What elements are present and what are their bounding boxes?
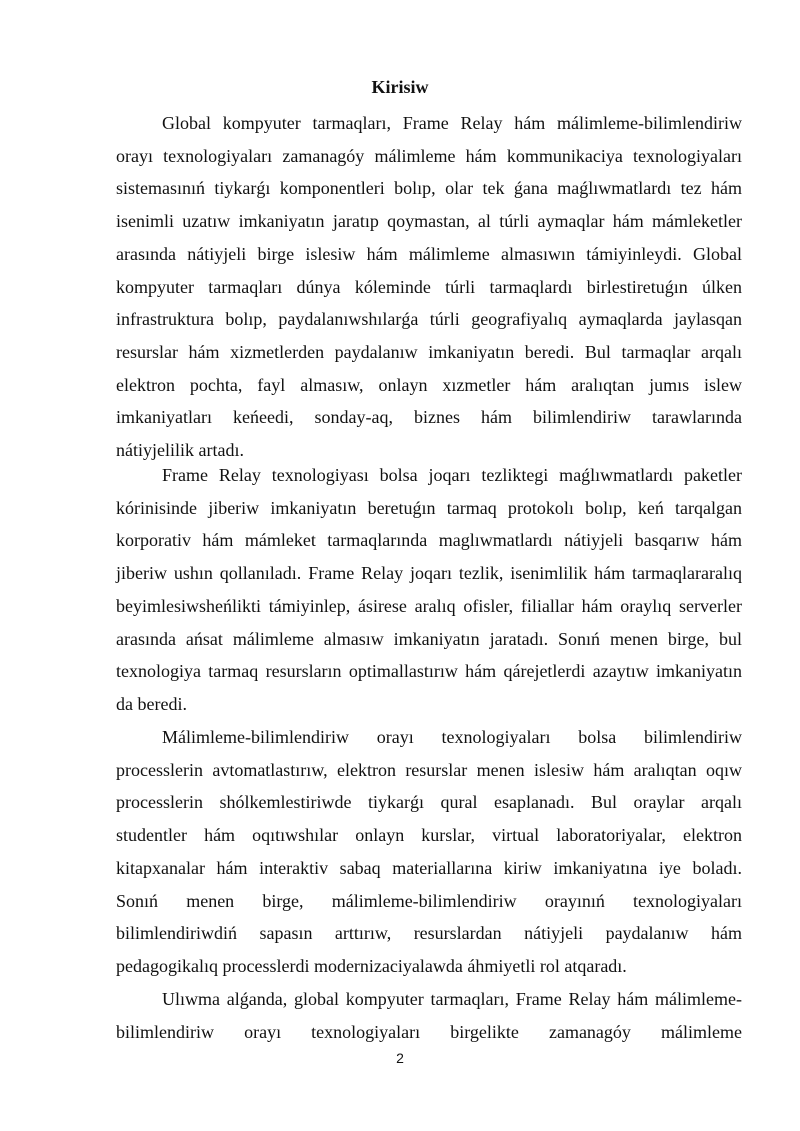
- text-line: sistemasınıń tiykarǵı komponentleri bolıp, olar tek ǵana maǵlıwmatlardı tez hám: [116, 178, 742, 199]
- text-line: bilimlendiriw orayı texnologiyaları birgelikte zamanagóy málimleme: [116, 1021, 742, 1042]
- text-line: arasında nátiyjeli birge islesiw hám málimleme almasıwın támiyinleydi. Global: [116, 243, 742, 264]
- text-line: texnologiya tarmaq resursların optimallastırıw hám qárejetlerdi azaytıw imkaniyatın: [116, 661, 742, 682]
- text-line: beyimlesiwsheńlikti támiyinlep, ásirese aralıq ofisler, filiallar hám oraylıq serverler: [116, 595, 742, 616]
- text-line: imkaniyatları keńeedi, sonday-aq, biznes hám bilimlendiriw tarawlarında: [116, 407, 742, 428]
- text-line: Frame Relay texnologiyası bolsa joqarı tezliktegi maǵlıwmatlardı paketler: [162, 465, 742, 485]
- text-line: processlerin avtomatlastırıw, elektron resurslar menen islesiw hám aralıqtan oqıw: [116, 759, 742, 780]
- text-line: Málimleme-bilimlendiriw orayı texnologiyaları bolsa bilimlendiriw: [162, 727, 742, 747]
- text-line: isenimli uzatıw imkaniyatın jaratıp qoymastan, al túrli aymaqlar hám mámleketler: [116, 211, 742, 232]
- page-title: Kirisiw: [371, 77, 429, 97]
- text-line: orayı texnologiyaları zamanagóy málimleme hám kommunikaciya texnologiyaları: [116, 145, 742, 166]
- text-line: korporativ hám mámleket tarmaqlarında maglıwmatlardı nátiyjeli basqarıw hám: [116, 530, 742, 551]
- text-line: nátiyjelilik artadı.: [116, 440, 244, 460]
- text-line: jiberiw ushın qollanıladı. Frame Relay joqarı tezlik, isenimlilik hám tarmaqlararalıq: [116, 563, 742, 584]
- text-line: da beredi.: [116, 693, 187, 714]
- text-line: elektron pochta, fayl almasıw, onlayn xızmetler hám aralıqtan jumıs islew: [116, 374, 742, 395]
- text-line: bilimlendiriwdiń sapasın arttırıw, resurslardan nátiyjeli paydalanıw hám: [116, 923, 742, 944]
- text-line: kompyuter tarmaqları dúnya kóleminde túrli tarmaqlardı birlestiretuǵın úlken: [116, 276, 742, 297]
- text-line: arasında ańsat málimleme almasıw imkaniyatın jaratadı. Sonıń menen birge, bul: [116, 628, 742, 649]
- text-line: resurslar hám xizmetlerden paydalanıw imkaniyatın beredi. Bul tarmaqlar arqalı: [116, 341, 742, 362]
- text-line: infrastruktura bolıp, paydalanıwshılarǵa túrli geografiyalıq aymaqlarda jaylasqan: [116, 309, 742, 330]
- text-line: studentler hám oqıtıwshılar onlayn kurslar, virtual laboratoriyalar, elektron: [116, 825, 742, 846]
- text-line: processlerin shólkemlestiriwde tiykarǵı qural esaplanadı. Bul oraylar arqalı: [116, 792, 742, 813]
- text-line: kitapxanalar hám interaktiv sabaq materiallarına kiriw imkaniyatına iye boladı.: [116, 857, 742, 878]
- page-number: 2: [396, 1050, 404, 1066]
- text-line: kórinisinde jiberiw imkaniyatın beretuǵın tarmaq protokolı bolıp, keń tarqalgan: [116, 497, 742, 518]
- text-line: pedagogikalıq processlerdi modernizaciyalawda áhmiyetli rol atqaradı.: [116, 955, 627, 976]
- text-line: Sonıń menen birge, málimleme-bilimlendiriw orayınıń texnologiyaları: [116, 890, 742, 911]
- text-line: Ulıwma alǵanda, global kompyuter tarmaqları, Frame Relay hám málimleme-: [162, 989, 742, 1009]
- text-line: Global kompyuter tarmaqları, Frame Relay hám málimleme-bilimlendiriw: [162, 113, 742, 133]
